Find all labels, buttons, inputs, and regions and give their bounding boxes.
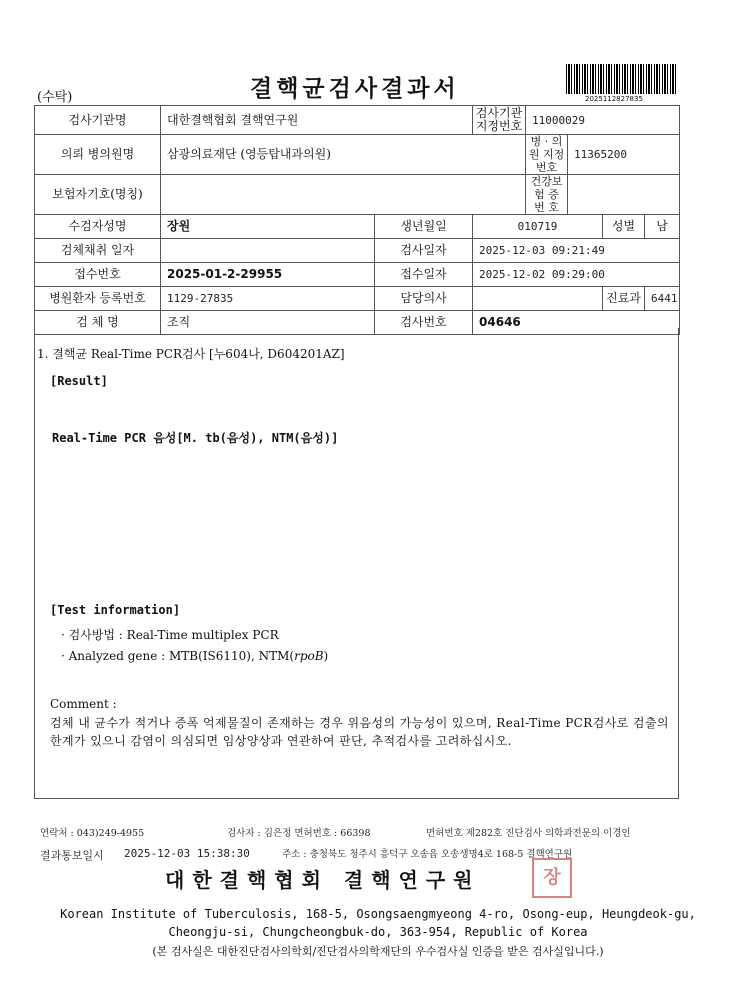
institute-name: 대한결핵협회 결핵연구원 xyxy=(165,868,481,892)
comment-label: Comment : xyxy=(50,697,117,711)
insurance-card-value xyxy=(568,175,680,215)
clinic-no-value: 11365200 xyxy=(568,135,680,175)
patient-label: 수검자성명 xyxy=(35,215,161,239)
patient-value: 장원 xyxy=(161,215,375,239)
test-name: 1. 결핵균 Real-Time PCR검사 [누604나, D604201AZ] xyxy=(37,347,345,361)
result-heading: [Result] xyxy=(50,374,108,388)
insurer-value xyxy=(161,175,526,215)
receipt-date-label: 접수일자 xyxy=(375,263,473,287)
hosp-reg-value: 1129-27835 xyxy=(161,287,375,311)
address-kr: 주소 : 충청북도 청주시 흥덕구 오송읍 오송생명4로 168-5 결핵연구원 xyxy=(282,849,573,860)
gene-italic: rpoB xyxy=(294,649,324,663)
test-no-label: 검사번호 xyxy=(375,311,473,335)
gene-prefix: · Analyzed gene : MTB(IS6110), NTM( xyxy=(61,649,295,663)
notice-date: 2025-12-03 15:38:30 xyxy=(124,847,250,860)
dept-value: 6441 xyxy=(645,287,680,311)
lab-no-value: 11000029 xyxy=(526,106,680,135)
info-heading: [Test information] xyxy=(50,603,181,617)
test-date-label: 검사일자 xyxy=(375,239,473,263)
dept-label: 진료과 xyxy=(603,287,645,311)
result-section xyxy=(34,328,679,799)
comment-text: 검체 내 균수가 적거나 증폭 억제물질이 존재하는 경우 위음성의 가능성이 있으며, Real-Time PCR검사로 검출의 한계가 있으니 감염이 의심되면 임상양상과 연관하여 판단, 추적검사를 고려하십시오. xyxy=(50,716,669,748)
clinic-label: 의뢰 병의원명 xyxy=(35,135,161,175)
notice-label: 결과통보일시 xyxy=(40,849,104,862)
patient-info-table xyxy=(34,105,680,335)
insurance-card-label: 건강보험 증 번 호 xyxy=(526,175,568,215)
birth-value: 010719 xyxy=(473,215,603,239)
doctor-value xyxy=(473,287,603,311)
official-seal: 장 xyxy=(532,858,572,898)
barcode xyxy=(566,64,676,94)
receipt-tag: (수탁) xyxy=(37,90,73,105)
doctor-label: 담당의사 xyxy=(375,287,473,311)
lab-value: 대한결핵협회 결핵연구원 xyxy=(161,106,473,135)
receipt-date-value: 2025-12-02 09:29:00 xyxy=(473,263,680,287)
receipt-no-value: 2025-01-2-29955 xyxy=(161,263,375,287)
sex-value: 남 xyxy=(645,215,680,239)
certification: (본 검사실은 대한진단검사의학회/진단검사의학재단의 우수검사실 인증을 받은 검사실입니다.) xyxy=(152,945,604,958)
address-en-line1: Korean Institute of Tuberculosis, 168-5, Osongsaengmyeong 4-ro, Osong-eup, Heungdeok-gu, xyxy=(60,907,696,921)
receipt-no-label: 접수번호 xyxy=(35,263,161,287)
specimen-value: 조직 xyxy=(161,311,375,335)
test-method: · 검사방법 : Real-Time multiplex PCR xyxy=(61,628,279,642)
contact: 연락처 : 043)249-4955 xyxy=(40,828,145,839)
sex-label: 성별 xyxy=(603,215,645,239)
test-no-value: 04646 xyxy=(473,311,680,335)
gene-suffix: ) xyxy=(323,649,329,663)
specimen-label: 검 체 명 xyxy=(35,311,161,335)
specialist: 면허번호 제282호 진단검사 의학과전문의 이경인 xyxy=(426,828,631,839)
lab-label: 검사기관명 xyxy=(35,106,161,135)
clinic-value: 삼광의료재단 (영등탑내과의원) xyxy=(161,135,526,175)
clinic-no-label: 병 · 의원 지정번호 xyxy=(526,135,568,175)
insurer-label: 보험자기호(명칭) xyxy=(35,175,161,215)
document-title: 결핵균검사결과서 xyxy=(250,75,460,102)
lab-no-label: 검사기관 지정번호 xyxy=(473,106,526,135)
birth-label: 생년월일 xyxy=(375,215,473,239)
hosp-reg-label: 병원환자 등록번호 xyxy=(35,287,161,311)
examiner: 검사자 : 김은정 면허번호 : 66398 xyxy=(227,828,371,839)
collect-label: 검체채취 일자 xyxy=(35,239,161,263)
test-date-value: 2025-12-03 09:21:49 xyxy=(473,239,680,263)
address-en-line2: Cheongju-si, Chungcheongbuk-do, 363-954, Republic of Korea xyxy=(168,925,588,939)
result-text: Real-Time PCR 음성[M. tb(음성), NTM(음성)] xyxy=(52,431,339,445)
analyzed-gene xyxy=(61,649,328,663)
collect-value xyxy=(161,239,375,263)
barcode-number: 2025112827835 xyxy=(585,95,643,103)
